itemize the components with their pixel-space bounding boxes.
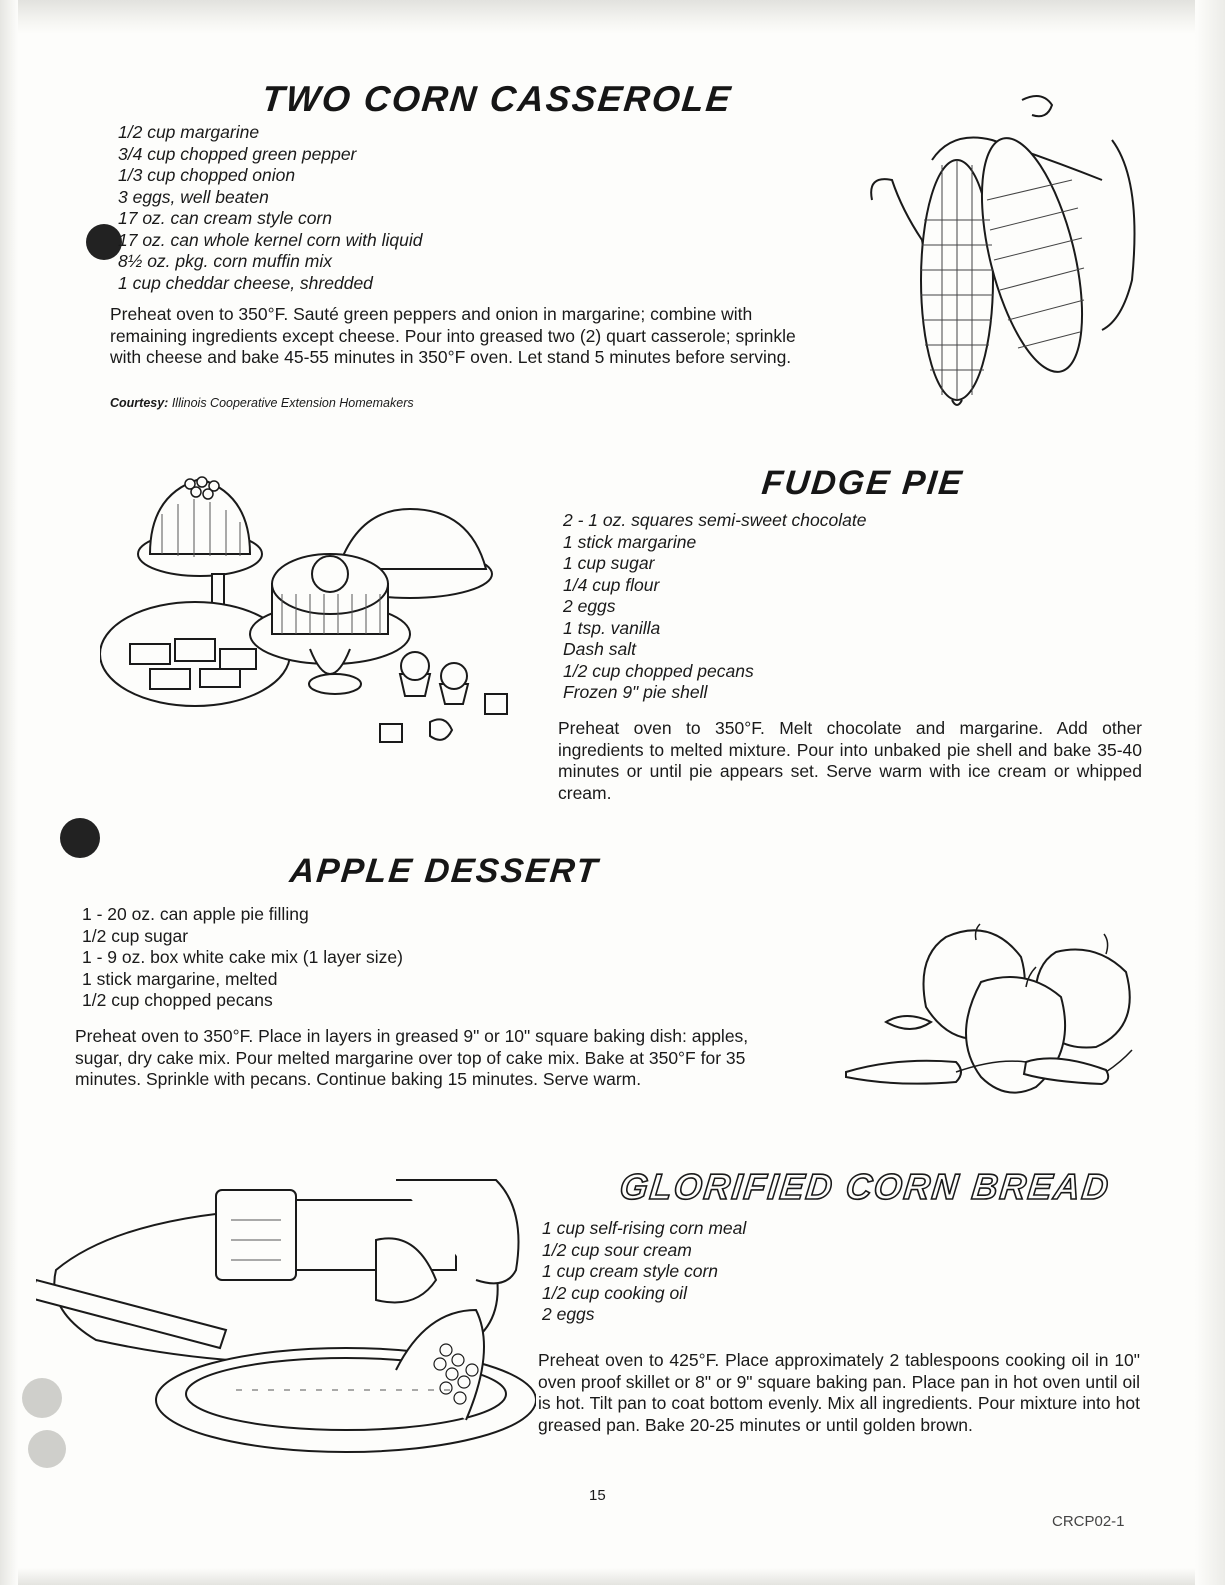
ingredient-list-fudge-pie	[563, 510, 983, 704]
baking-illustration	[36, 1160, 536, 1460]
scan-border-right	[1195, 0, 1225, 1585]
directions-apple-dessert: Preheat oven to 350°F. Place in layers in greased 9" or 10" square baking dish: apples, sugar, dry cake mix. Pour melted margarine over top of cake mix. Bake at 350°F for 35 minutes. Sprinkle with pecans. Continue baking 15 minutes. Serve warm.	[75, 1026, 749, 1089]
courtesy-label: Courtesy:	[110, 396, 169, 410]
ingredient-item: Frozen 9" pie shell	[563, 682, 708, 702]
apples-illustration	[836, 912, 1136, 1102]
ingredient-item: 1 - 20 oz. can apple pie filling	[82, 904, 309, 924]
scan-border-top	[0, 0, 1225, 34]
courtesy-text: Illinois Cooperative Extension Homemakers	[171, 396, 414, 410]
recipe-title-corn-casserole: TWO CORN CASSEROLE	[259, 78, 735, 119]
desserts-illustration	[100, 474, 520, 754]
ingredient-list-corn-casserole	[118, 122, 558, 294]
ingredient-item: 1 tsp. vanilla	[563, 617, 661, 638]
ingredient-item: 2 eggs	[563, 596, 616, 616]
ingredient-item: 17 oz. can cream style corn	[118, 208, 332, 228]
page-number: 15	[589, 1487, 606, 1504]
binder-hole	[86, 224, 122, 260]
directions-corn-casserole: Preheat oven to 350°F. Sauté green peppers and onion in margarine; combine with remaining ingredients except cheese. Pour into greased two (2) quart casserole; sprinkle with cheese and bake 45-55 minutes in 350°F oven. Let stand 5 minutes before serving.	[110, 304, 796, 367]
ingredient-item: 2 eggs	[542, 1304, 595, 1324]
recipe-title-fudge-pie: FUDGE PIE	[760, 464, 966, 502]
ingredient-item: 1 cup self-rising corn meal	[542, 1218, 747, 1238]
ingredient-item: 1 cup cream style corn	[542, 1261, 719, 1281]
directions-fudge-pie: Preheat oven to 350°F. Melt chocolate and margarine. Add other ingredients to melted mixture. Pour into unbaked pie shell and bake 35-40 minutes or until pie appears set. Serve warm with ice cream or whipped cream.	[558, 718, 1142, 803]
ingredient-item: 1/2 cup chopped pecans	[82, 990, 273, 1010]
ingredient-item: 3 eggs, well beaten	[118, 186, 269, 207]
scan-border-left	[0, 0, 18, 1585]
ingredient-item: 1/2 cup sugar	[82, 925, 189, 946]
ingredient-item: 1 cup cheddar cheese, shredded	[118, 272, 373, 293]
ingredient-item: 1 stick margarine	[563, 531, 697, 552]
corn-illustration	[862, 80, 1142, 410]
recipe-title-apple-dessert: APPLE DESSERT	[288, 852, 601, 890]
directions-corn-bread: Preheat oven to 425°F. Place approximately 2 tablespoons cooking oil in 10" oven proof skillet or 8" or 9" square baking pan. Place pan in hot oven until oil is hot. Tilt pan to coat bottom evenly. Mix all ingredients. Pour mixture into hot greased pan. Bake 20-25 minutes or until golden brown.	[538, 1350, 1140, 1435]
ingredient-list-corn-bread	[542, 1218, 862, 1326]
courtesy-line	[110, 396, 414, 410]
ingredient-item: Dash salt	[563, 639, 636, 659]
ingredient-item: 1/3 cup chopped onion	[118, 165, 296, 185]
ingredient-item: 3/4 cup chopped green pepper	[118, 143, 357, 164]
ingredient-item: 1 - 9 oz. box white cake mix (1 layer size)	[82, 947, 403, 967]
ingredient-item: 1 stick margarine, melted	[82, 968, 278, 989]
ingredient-item: 2 - 1 oz. squares semi-sweet chocolate	[563, 510, 867, 530]
ingredient-item: 1/2 cup chopped pecans	[563, 660, 754, 681]
ingredient-item: 1/2 cup sour cream	[542, 1239, 692, 1260]
scan-border-bottom	[0, 1568, 1225, 1585]
ingredient-item: 17 oz. can whole kernel corn with liquid	[118, 229, 423, 250]
ingredient-item: 8½ oz. pkg. corn muffin mix	[118, 251, 332, 271]
binder-hole	[60, 818, 100, 858]
ingredient-item: 1/4 cup flour	[563, 574, 660, 595]
ingredient-item: 1/2 cup margarine	[118, 122, 260, 142]
recipe-title-corn-bread: GLORIFIED CORN BREAD	[617, 1166, 1113, 1207]
ingredient-item: 1 cup sugar	[563, 553, 655, 573]
document-code: CRCP02-1	[1052, 1513, 1125, 1530]
ingredient-item: 1/2 cup cooking oil	[542, 1282, 687, 1303]
ingredient-list-apple-dessert	[82, 904, 502, 1012]
